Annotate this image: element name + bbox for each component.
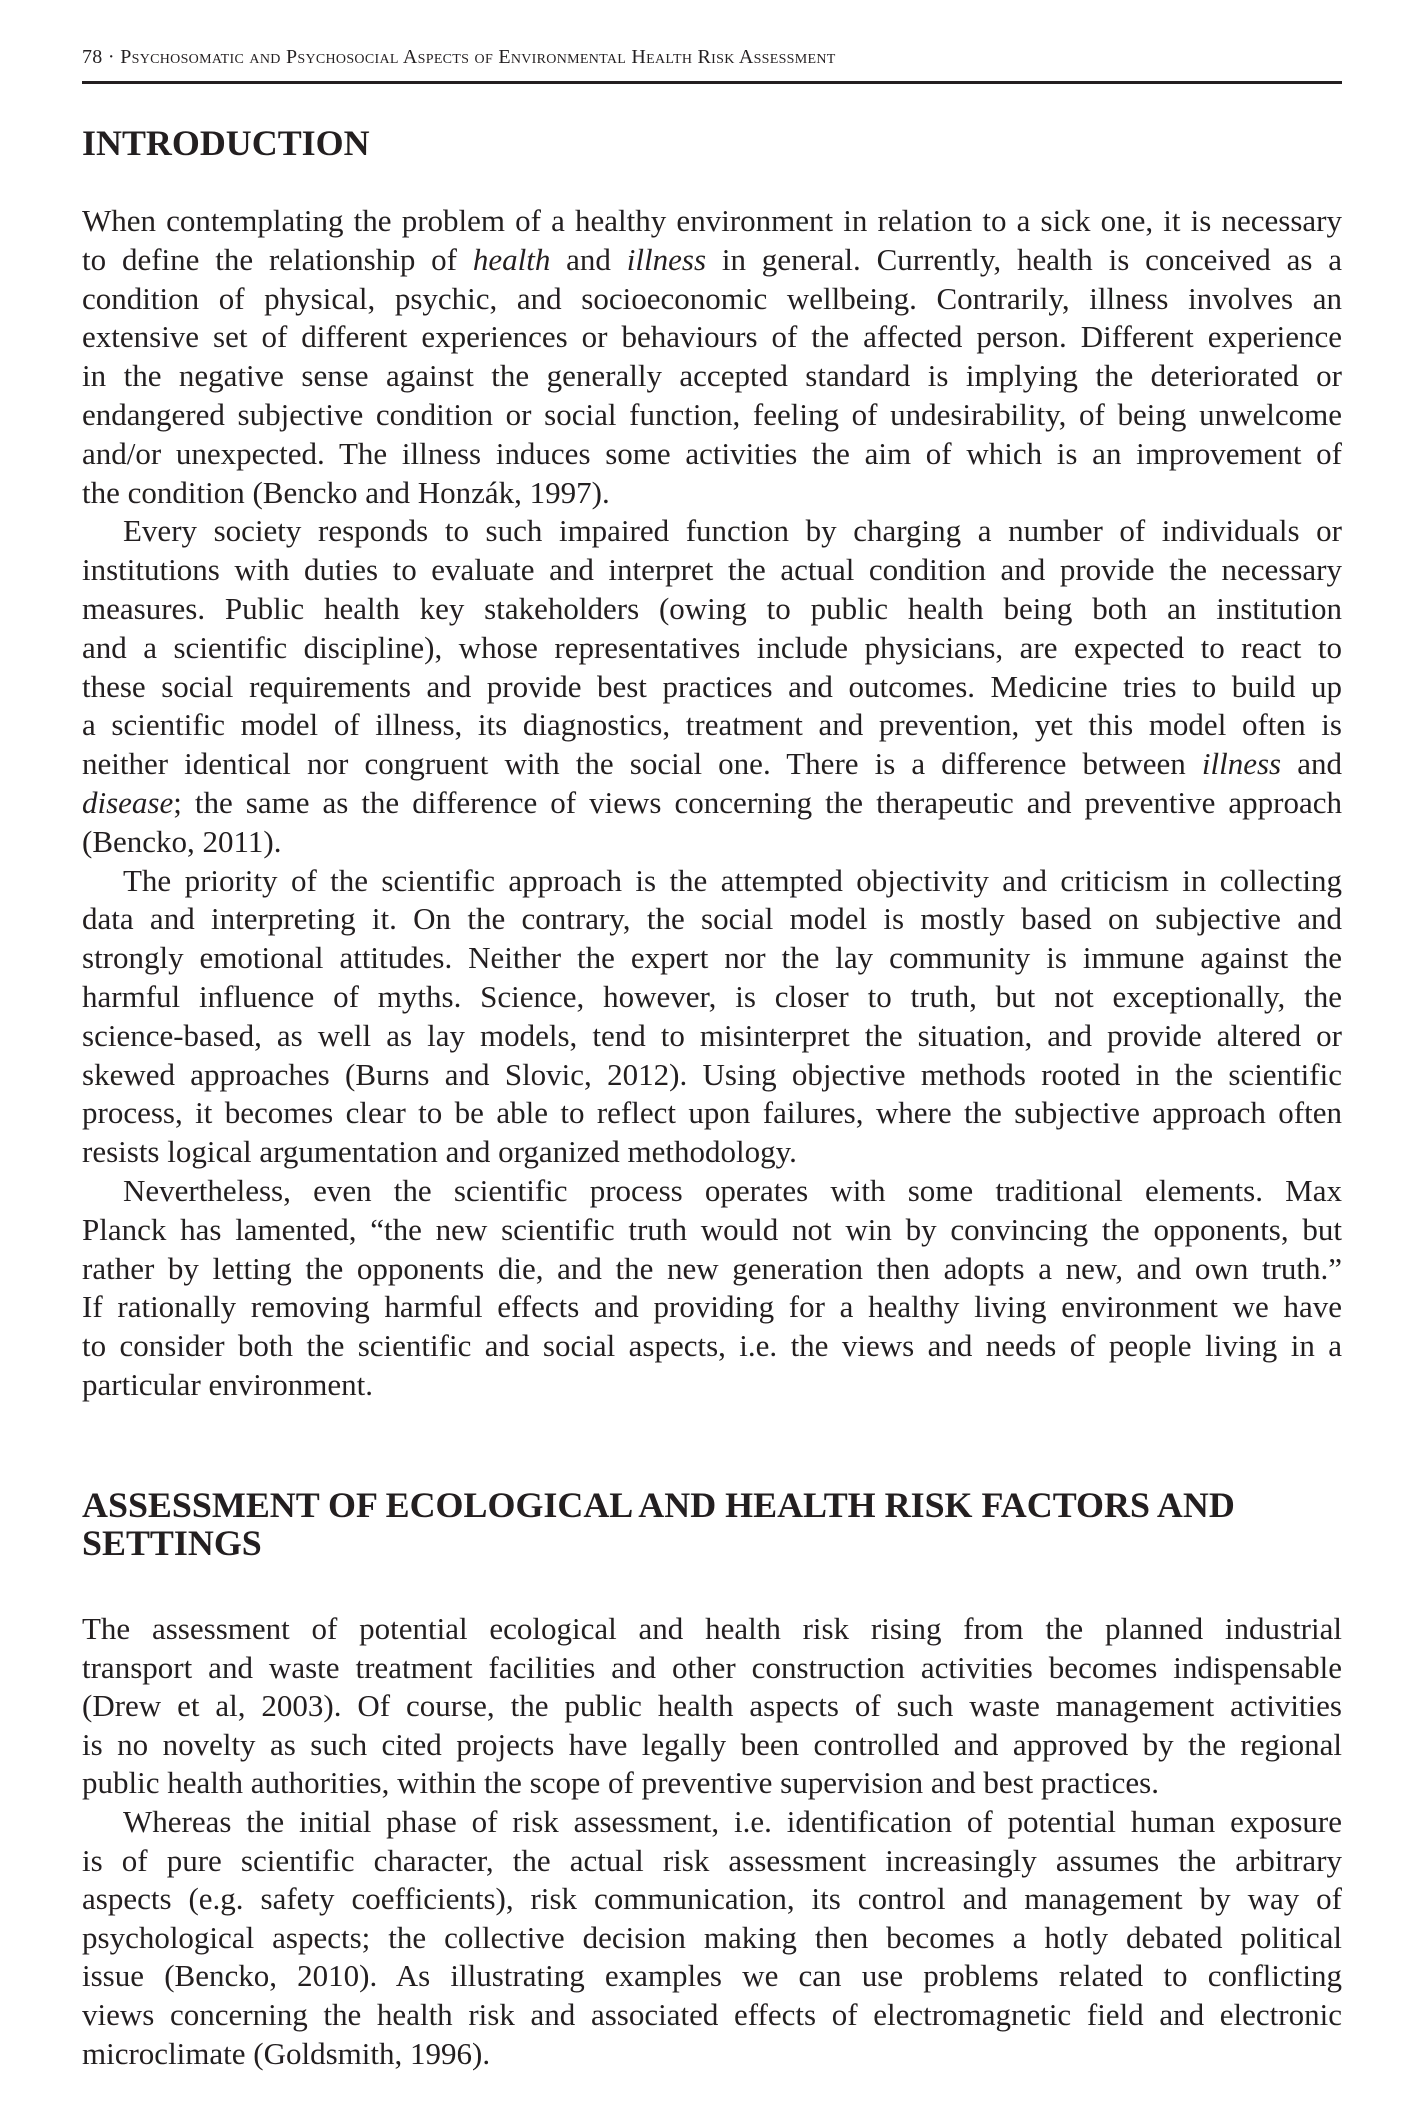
paragraph-line: [82, 1725, 1342, 1765]
paragraph-line: [82, 628, 1342, 668]
paragraph-line: [82, 1686, 1342, 1726]
line-text: aspects (e.g. safety coefficients), risk communication, its control and management by way of: [82, 1881, 1342, 1917]
line-text: is no novelty as such cited projects have legally been controlled and approved by the regional: [82, 1726, 1342, 1762]
paragraph-line: [82, 279, 1342, 319]
paragraph-line: [82, 1956, 1342, 1996]
paragraph-line: [82, 667, 1342, 707]
paragraph-line: [82, 1841, 1342, 1881]
line-text: particular environment.: [82, 1367, 373, 1402]
line-text: disease; the same as the difference of views concerning the therapeutic and preventive approach: [82, 785, 1342, 820]
paragraph-line: [82, 1016, 1342, 1056]
line-text: and a scientific discipline), whose representatives include physicians, are expected to react to: [82, 629, 1342, 665]
paragraph-line: [82, 822, 1342, 862]
paragraph-line: [82, 705, 1342, 745]
paragraph-line: [82, 356, 1342, 396]
paragraph-line: [82, 1648, 1342, 1688]
section-heading: INTRODUCTION: [82, 123, 370, 163]
paragraph-line: [82, 473, 1342, 513]
paragraph-line: [82, 1802, 1342, 1842]
paragraph-line: [82, 589, 1342, 629]
line-text: to consider both the scientific and social aspects, i.e. the views and needs of people living in a: [82, 1328, 1342, 1364]
paragraph-line: [82, 1995, 1342, 2035]
line-text: (Drew et al, 2003). Of course, the public health aspects of such waste management activities: [82, 1688, 1342, 1724]
line-text: harmful influence of myths. Science, however, is closer to truth, but not exceptionally, the: [82, 979, 1342, 1014]
line-text: resists logical argumentation and organized methodology.: [82, 1134, 797, 1170]
paragraph-line: [82, 240, 1342, 280]
paragraph-line: [82, 899, 1342, 939]
line-text: is of pure scientific character, the actual risk assessment increasingly assumes the arbitrary: [82, 1842, 1342, 1878]
line-text: the condition (Bencko and Honzák, 1997).: [82, 474, 610, 510]
line-text: microclimate (Goldsmith, 1996).: [82, 2035, 491, 2071]
section-heading: ASSESSMENT OF ECOLOGICAL AND HEALTH RISK FACTORS AND: [82, 1485, 1235, 1525]
line-text: If rationally removing harmful effects and providing for a healthy living environment we have: [82, 1289, 1342, 1325]
line-text: rather by letting the opponents die, and the new generation then adopts a new, and own truth.”: [82, 1250, 1342, 1286]
line-text: neither identical nor congruent with the social one. There is a difference between illness and: [82, 746, 1343, 782]
section-heading: SETTINGS: [82, 1523, 262, 1563]
paragraph-line: [82, 938, 1342, 978]
line-text: psychological aspects; the collective decision making then becomes a hotly debated political: [82, 1919, 1342, 1955]
header-rule: [82, 81, 1342, 84]
line-text: When contemplating the problem of a healthy environment in relation to a sick one, it is necessary: [82, 203, 1342, 238]
line-text: The assessment of potential ecological and health risk rising from the planned industrial: [82, 1611, 1342, 1646]
line-text: views concerning the health risk and associated effects of electromagnetic field and electronic: [82, 1997, 1342, 2032]
paragraph-line: [82, 744, 1342, 784]
paragraph-line: [82, 1210, 1342, 1250]
paragraph-line: [82, 1055, 1342, 1095]
paragraph-line: [82, 1249, 1342, 1289]
paragraph-line: [82, 1093, 1342, 1133]
paragraph-line: [82, 1171, 1342, 1211]
line-text: Every society responds to such impaired function by charging a number of individuals or: [123, 513, 1342, 549]
paragraph-line: [82, 511, 1342, 551]
paragraph-line: [82, 1879, 1342, 1919]
paragraph-line: [82, 201, 1342, 241]
line-text: institutions with duties to evaluate and interpret the actual condition and provide the necessary: [82, 552, 1342, 588]
paragraph-line: [82, 1287, 1342, 1327]
line-text: measures. Public health key stakeholders (owing to public health being both an institution: [82, 591, 1342, 626]
line-text: these social requirements and provide best practices and outcomes. Medicine tries to build up: [82, 668, 1342, 704]
paragraph-line: [82, 1132, 1342, 1172]
paragraph-line: [82, 783, 1342, 823]
line-text: transport and waste treatment facilities and other construction activities becomes indispensable: [82, 1649, 1342, 1685]
line-text: extensive set of different experiences or behaviours of the affected person. Different experience: [82, 319, 1342, 355]
line-text: skewed approaches (Burns and Slovic, 2012). Using objective methods rooted in the scientific: [82, 1056, 1342, 1092]
line-text: process, it becomes clear to be able to reflect upon failures, where the subjective approach often: [82, 1095, 1342, 1131]
paragraph-line: [82, 1918, 1342, 1958]
page-number: 78: [82, 46, 103, 68]
paragraph-line: [82, 1326, 1342, 1366]
line-text: endangered subjective condition or social function, feeling of undesirability, of being unwelcome: [82, 397, 1342, 432]
paragraph-line: [82, 861, 1342, 901]
running-head: [82, 44, 1342, 70]
line-text: and/or unexpected. The illness induces some activities the aim of which is an improvement of: [82, 435, 1342, 471]
running-head-title: Psychosomatic and Psychosocial Aspects of Environmental Health Risk Assessment: [120, 46, 836, 68]
running-head-separator: ·: [107, 46, 115, 68]
line-text: public health authorities, within the scope of preventive supervision and best practices.: [82, 1765, 1159, 1801]
paragraph-line: [82, 550, 1342, 590]
line-text: Planck has lamented, “the new scientific truth would not win by convincing the opponents, but: [82, 1211, 1342, 1247]
paragraph-line: [82, 1763, 1342, 1803]
paragraph-line: [82, 2034, 1342, 2074]
paragraph-line: [82, 395, 1342, 435]
paragraph-line: [82, 1365, 1342, 1405]
paragraph-line: [82, 977, 1342, 1017]
line-text: in the negative sense against the generally accepted standard is implying the deteriorated or: [82, 358, 1342, 394]
line-text: strongly emotional attitudes. Neither the expert nor the lay community is immune against the: [82, 940, 1342, 976]
line-text: Nevertheless, even the scientific process operates with some traditional elements. Max: [123, 1173, 1342, 1208]
line-text: condition of physical, psychic, and socioeconomic wellbeing. Contrarily, illness involves an: [82, 280, 1342, 316]
line-text: (Bencko, 2011).: [82, 823, 282, 859]
line-text: The priority of the scientific approach is the attempted objectivity and criticism in collecting: [123, 862, 1342, 898]
paragraph-line: [82, 434, 1342, 474]
paragraph-line: [82, 1609, 1342, 1649]
line-text: science-based, as well as lay models, tend to misinterpret the situation, and provide altered or: [82, 1017, 1342, 1053]
line-text: Whereas the initial phase of risk assessment, i.e. identification of potential human exposure: [123, 1804, 1342, 1839]
line-text: data and interpreting it. On the contrary, the social model is mostly based on subjective and: [82, 901, 1342, 937]
line-text: issue (Bencko, 2010). As illustrating examples we can use problems related to conflicting: [82, 1958, 1342, 1994]
line-text: to define the relationship of health and illness in general. Currently, health is conceived as a: [82, 241, 1343, 277]
paragraph-line: [82, 317, 1342, 357]
line-text: a scientific model of illness, its diagnostics, treatment and prevention, yet this model often is: [82, 707, 1342, 743]
